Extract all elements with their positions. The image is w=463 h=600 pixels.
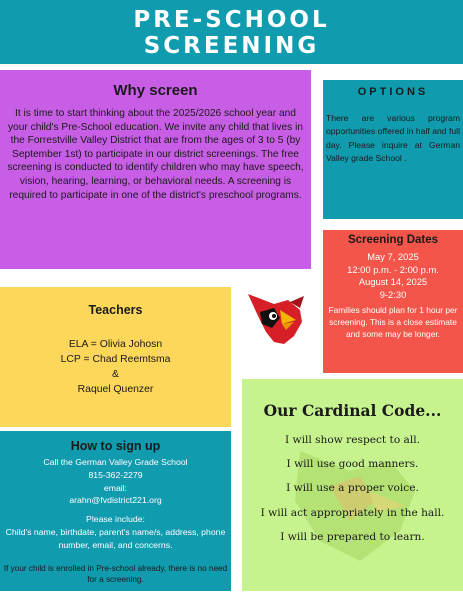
sign-up-include-details: Child's name, birthdate, parent's name/s, address, phone number, email, and concerns. — [5, 526, 226, 550]
options-body: There are various program opportunities offered in half and full day. Please inquire at German Valley grade School . — [326, 113, 460, 164]
teachers-panel — [0, 287, 231, 427]
sign-up-line: Call the German Valley Grade School — [43, 457, 188, 467]
teacher-line: ELA = Olivia Johosn — [68, 339, 163, 350]
screening-time-line: 12:00 p.m. - 2:00 p.m. — [347, 263, 439, 275]
cardinal-code-item: I will use good manners. — [286, 458, 419, 471]
cardinal-code-panel — [242, 379, 463, 591]
why-screen-heading: Why screen — [113, 82, 198, 99]
screening-dates-heading: Screening Dates — [347, 234, 439, 246]
sign-up-include-label: Please include: — [86, 514, 145, 525]
screening-duration-note: Families should plan for 1 hour per screening. This is a close estimate and some may be longer. — [328, 305, 458, 339]
sign-up-phone: 815-362-2279 — [88, 469, 143, 480]
teacher-line: LCP = Chad Reemtsma — [60, 354, 171, 365]
screening-time-line: 9-2:30 — [379, 288, 407, 300]
title-banner — [0, 0, 463, 64]
cardinal-code-item: I will show respect to all. — [284, 434, 421, 446]
sign-up-footer-note: If your child is enrolled in Pre-school already, there is no need for a screening. — [3, 563, 228, 584]
teacher-line: Raquel Quenzer — [77, 384, 154, 395]
cardinal-code-item: I will act appropriately in the hall. — [260, 506, 445, 519]
why-screen-panel — [0, 70, 311, 269]
page-title-line2: SCREENING — [143, 33, 320, 59]
sign-up-panel — [0, 431, 231, 591]
teacher-line: & — [112, 369, 119, 380]
options-heading: OPTIONS — [357, 86, 429, 98]
cardinal-code-heading: Our Cardinal Code... — [263, 401, 442, 420]
why-screen-body: It is time to start thinking about the 2025/2026 school year and your child's Pre-School education. We invite any child that lives in the Forrestville Valley District that are from the ages of 3 to 5 (by September 1st) to participate in our district screenings. The free screening is conducted to identify children who may have speech, vision, hearing, learning, or behavioral needs. A screening is required to participate in one of the district's preschool programs. — [7, 108, 304, 201]
screening-dates-panel — [323, 230, 463, 373]
sign-up-heading: How to sign up — [70, 439, 161, 453]
screening-date-line: May 7, 2025 — [367, 251, 419, 262]
cardinal-code-item: I will be prepared to learn. — [280, 530, 425, 543]
sign-up-email-label: email: — [103, 482, 128, 493]
sign-up-email: arahn@fvdistrict221.org — [69, 495, 162, 506]
teachers-heading: Teachers — [88, 303, 143, 317]
screening-date-line: August 14, 2025 — [358, 276, 428, 288]
cardinal-code-item: I will use a proper voice. — [286, 482, 419, 495]
options-panel — [323, 80, 463, 219]
page-title-line1: PRE-SCHOOL — [133, 7, 330, 33]
cardinal-mascot-icon — [244, 292, 314, 352]
